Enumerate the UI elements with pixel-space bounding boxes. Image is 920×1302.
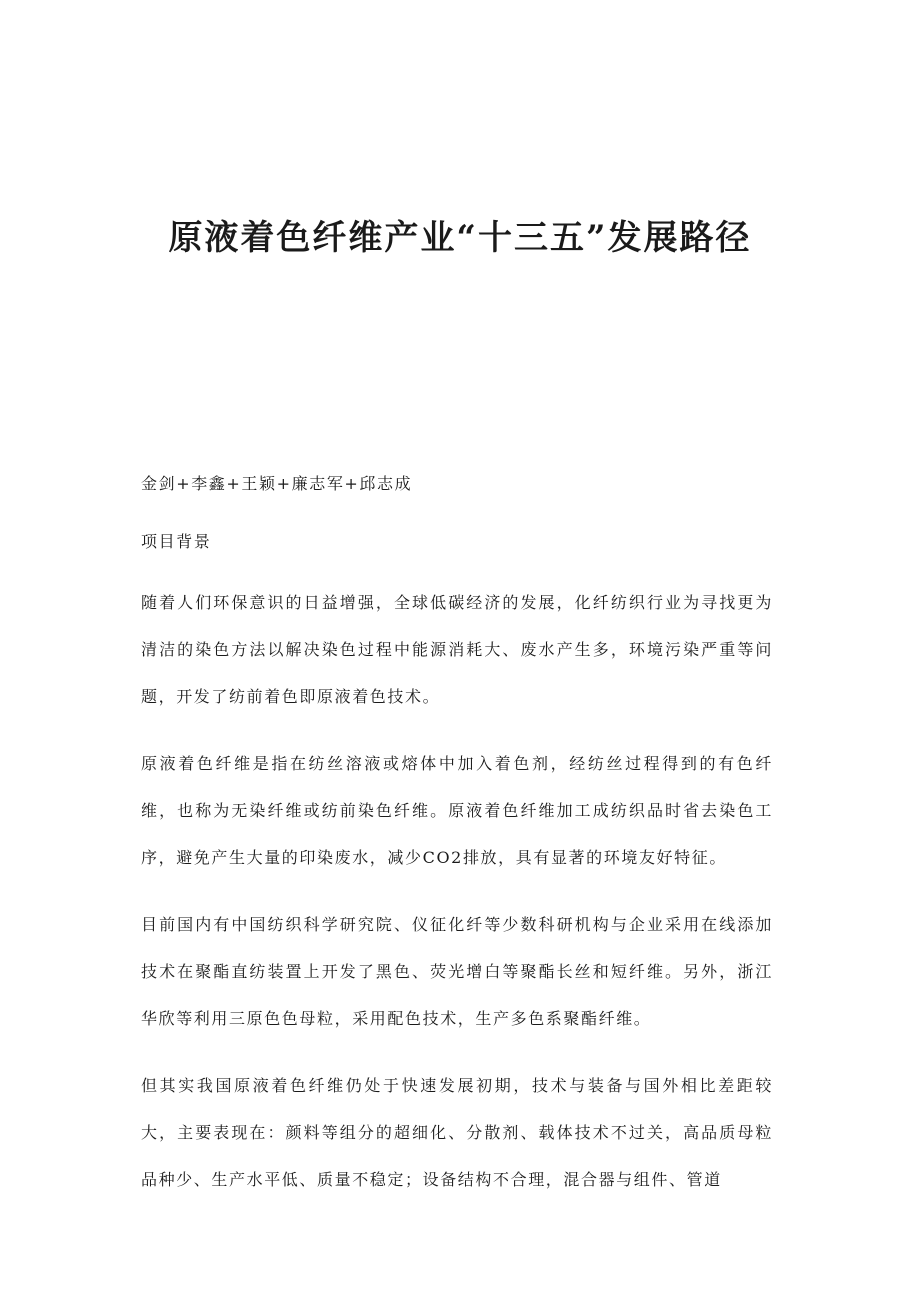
- paragraph: 随着人们环保意识的日益增强，全球低碳经济的发展，化纤纺织行业为寻找更为清洁的染色方法以解决染色过程中能源消耗大、废水产生多，环境污染严重等问题，开发了纺前着色即原液着色技术。: [141, 593, 773, 706]
- paragraph: 原液着色纤维是指在纺丝溶液或熔体中加入着色剂，经纺丝过程得到的有色纤维，也称为无染纤维或纺前染色纤维。原液着色纤维加工成纺织品时省去染色工序，避免产生大量的印染废水，减少CO2排放，具有显著的环境友好特征。: [141, 754, 773, 867]
- section-heading: 项目背景: [141, 532, 212, 551]
- paragraph: 目前国内有中国纺织科学研究院、仪征化纤等少数科研机构与企业采用在线添加技术在聚酯直纺装置上开发了黑色、荧光增白等聚酯长丝和短纤维。另外，浙江华欣等利用三原色色母粒，采用配色技术，生产多色系聚酯纤维。: [141, 915, 773, 1028]
- author-line: 金剑+李鑫+王颖+廉志军+邱志成: [141, 474, 413, 493]
- document-body: [141, 466, 773, 1203]
- paragraph: 但其实我国原液着色纤维仍处于快速发展初期，技术与装备与国外相比差距较大，主要表现在：颜料等组分的超细化、分散剂、载体技术不过关，高品质母粒品种少、生产水平低、质量不稳定；设备结构不合理，混合器与组件、管道: [141, 1076, 773, 1189]
- document-title: 原液着色纤维产业“十三五”发展路径: [168, 218, 752, 258]
